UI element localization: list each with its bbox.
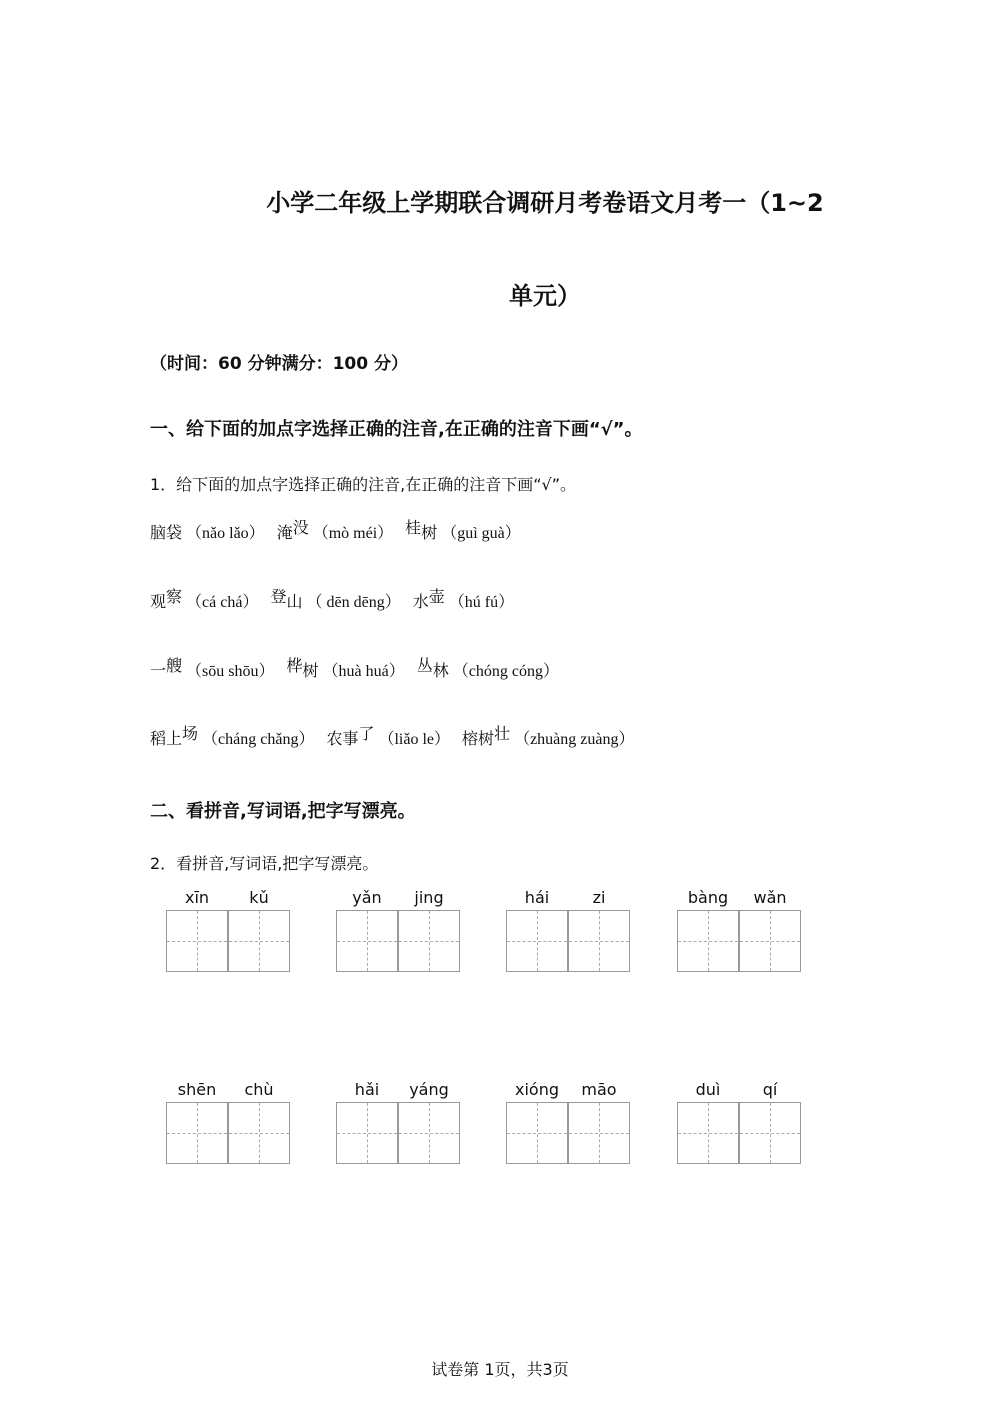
word-writing-group — [336, 1080, 462, 1170]
writing-grid-row-2 — [166, 1080, 866, 1180]
section1-heading: 一、给下面的加点字选择正确的注音,在正确的注音下画“√”。 — [150, 419, 643, 440]
pinyin-options[interactable]: （cá chá） — [186, 594, 259, 611]
pinyin-options[interactable]: （guì guà） — [441, 525, 521, 542]
word-writing-group — [166, 1080, 292, 1170]
pinyin-label: zi — [592, 888, 606, 907]
word-part: 榕树 — [462, 729, 495, 748]
choice-item — [326, 726, 450, 749]
pinyin-options[interactable]: （huà huá） — [322, 663, 405, 680]
question2-text: 2．看拼音,写词语,把字写漂亮。 — [150, 854, 379, 873]
exam-title-line2: 单元） — [509, 282, 581, 310]
writing-cell[interactable] — [739, 910, 801, 972]
choice-item — [405, 520, 521, 543]
choice-item — [150, 726, 314, 749]
pinyin-label: xīn — [184, 888, 210, 907]
exam-title-line1: 小学二年级上学期联合调研月考卷语文月考一（1~2 — [266, 189, 824, 217]
word-part: 察 — [166, 587, 183, 606]
word-part: 壶 — [428, 587, 445, 606]
word-writing-group — [336, 888, 462, 978]
word-part: 树 — [421, 523, 438, 542]
pinyin-options[interactable]: （ dēn dēng） — [306, 594, 401, 611]
writing-cell[interactable] — [228, 910, 290, 972]
writing-cell[interactable] — [506, 1102, 568, 1164]
word-part: 脑 — [150, 523, 167, 542]
word-part: 树 — [302, 661, 319, 680]
pinyin-label: hái — [524, 888, 550, 907]
pinyin-label: kǔ — [249, 888, 269, 907]
choice-item — [150, 589, 258, 612]
word-part: 场 — [182, 724, 199, 743]
word-part: 桦 — [286, 656, 303, 675]
pinyin-options[interactable]: （cháng chǎng） — [202, 731, 315, 748]
writing-cell[interactable] — [336, 1102, 398, 1164]
question1-text: 1．给下面的加点字选择正确的注音,在正确的注音下画“√”。 — [150, 475, 577, 494]
pinyin-label: bàng — [687, 888, 729, 907]
pinyin-options[interactable]: （zhuàng zuàng） — [514, 731, 635, 748]
pinyin-label: xióng — [515, 1080, 559, 1099]
word-part: 登 — [270, 587, 287, 606]
choice-item — [270, 589, 400, 612]
writing-cell[interactable] — [677, 1102, 739, 1164]
word-part: 了 — [358, 724, 375, 743]
choice-item — [150, 658, 275, 681]
pinyin-options[interactable]: （nǎo lǎo） — [186, 525, 265, 542]
pinyin-label: yǎn — [352, 888, 382, 907]
writing-cell[interactable] — [506, 910, 568, 972]
writing-cell[interactable] — [398, 1102, 460, 1164]
writing-cell[interactable] — [677, 910, 739, 972]
pinyin-options[interactable]: （sōu shōu） — [186, 663, 275, 680]
choice-item — [277, 520, 393, 543]
word-part: 桂 — [405, 518, 422, 537]
choice-item — [462, 726, 634, 749]
pinyin-label: jing — [414, 888, 444, 907]
word-part: 淹 — [276, 523, 293, 542]
pinyin-label: shēn — [177, 1080, 217, 1099]
choice-item — [417, 658, 559, 681]
choice-item — [150, 520, 265, 543]
writing-cell[interactable] — [228, 1102, 290, 1164]
pinyin-options[interactable]: （chóng cóng） — [452, 663, 559, 680]
word-part: 壮 — [494, 724, 511, 743]
writing-cell[interactable] — [568, 1102, 630, 1164]
pinyin-options[interactable]: （mò méi） — [312, 525, 394, 542]
word-writing-group — [166, 888, 292, 978]
pinyin-label: māo — [581, 1080, 617, 1099]
writing-cell[interactable] — [398, 910, 460, 972]
choice-row — [150, 520, 533, 543]
pinyin-label: chù — [244, 1080, 274, 1099]
writing-cell[interactable] — [739, 1102, 801, 1164]
word-part: 没 — [292, 518, 309, 537]
writing-grid-row-1 — [166, 888, 866, 988]
pinyin-label: wǎn — [753, 888, 787, 907]
exam-time-score: （时间：60 分钟满分：100 分） — [150, 354, 408, 374]
word-writing-group — [677, 888, 803, 978]
pinyin-label: yáng — [409, 1080, 449, 1099]
word-part: 观 — [150, 592, 167, 611]
pinyin-label: qí — [762, 1080, 778, 1099]
choice-row — [150, 726, 646, 749]
word-part: 农事 — [326, 729, 359, 748]
word-part: 稻上 — [150, 729, 183, 748]
pinyin-options[interactable]: （liǎo le） — [378, 731, 451, 748]
pinyin-options[interactable]: （hú fú） — [448, 594, 515, 611]
writing-cell[interactable] — [166, 910, 228, 972]
word-part: 艘 — [166, 656, 183, 675]
word-part: 一 — [150, 661, 167, 680]
choice-item — [287, 658, 405, 681]
writing-cell[interactable] — [336, 910, 398, 972]
word-writing-group — [506, 1080, 632, 1170]
writing-cell[interactable] — [166, 1102, 228, 1164]
page-footer: 试卷第 1页，共3页 — [431, 1360, 569, 1379]
word-writing-group — [506, 888, 632, 978]
word-writing-group — [677, 1080, 803, 1170]
word-part: 山 — [286, 592, 303, 611]
pinyin-label: duì — [695, 1080, 721, 1099]
pinyin-label: hǎi — [354, 1080, 380, 1099]
choice-item — [413, 589, 514, 612]
word-part: 林 — [432, 661, 449, 680]
word-part: 水 — [412, 592, 429, 611]
section2-heading: 二、看拼音,写词语,把字写漂亮。 — [150, 801, 416, 822]
writing-cell[interactable] — [568, 910, 630, 972]
word-part: 丛 — [416, 656, 433, 675]
choice-row — [150, 589, 526, 612]
choice-row — [150, 658, 571, 681]
word-part: 袋 — [166, 523, 183, 542]
